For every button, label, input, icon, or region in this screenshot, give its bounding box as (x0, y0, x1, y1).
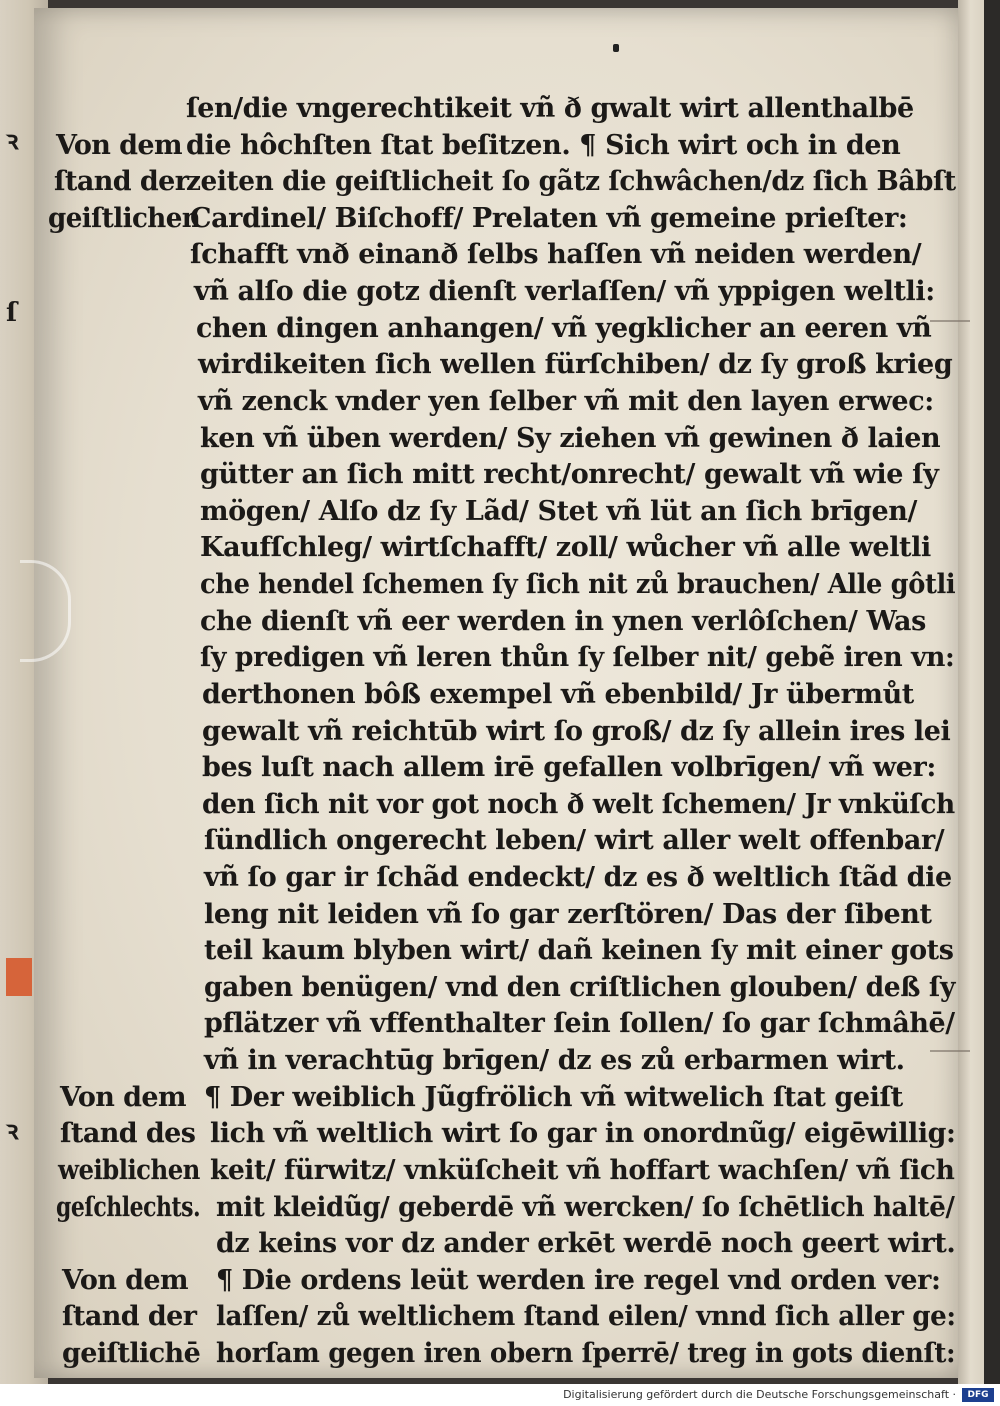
text-line: gewalt vñ reichtūb wirt ſo groß/ dz ſy allein ires lei (202, 715, 951, 747)
text-line: gaben benügen/ vnd den criſtlichen glouben/ deß ſy (204, 971, 956, 1003)
text-line: Cardinel/ Biſchoff/ Prelaten vñ gemeine prieſter: (190, 202, 908, 234)
binding-thread (930, 320, 970, 322)
margin-note: ſtand des (60, 1118, 196, 1150)
dfg-logo: DFG (962, 1388, 994, 1402)
text-line: keit/ fürwitz/ vnküſcheit vñ hoffart wachſen/ vñ ſich (210, 1154, 955, 1186)
text-line: pflätzer vñ vffenthalter ſein ſollen/ ſo gar ſchmâhē/ (204, 1008, 955, 1040)
text-line: vñ ſo gar ir ſchãd endeckt/ dz es ð weltlich ſtãd die (204, 861, 952, 893)
text-line: laſſen/ zů weltlichem ſtand eilen/ vnnd ſich aller ge: (216, 1301, 956, 1333)
text-line: ſen/die vngerechtikeit vñ ð gwalt wirt allenthalbē (186, 93, 914, 124)
text-line: dz keins vor dz ander erkēt werdē noch geert wirt. (216, 1228, 956, 1260)
text-line: mögen/ Alſo dz ſy Lãd/ Stet vñ lüt an ſich brīgen/ (200, 495, 917, 527)
text-line: zeiten die geiſtlicheit ſo gãtz ſchwâchen/dz ſich Bâbſt (186, 166, 956, 198)
binding-thread (930, 1050, 970, 1052)
text-line: ¶ Der weiblich Jũgfrölich vñ witwelich ſtat geiſt (204, 1081, 903, 1113)
edge-glyph: ſ (6, 298, 18, 328)
funding-credit: Digitalisierung gefördert durch die Deutsche Forschungsgemeinschaft · (563, 1388, 956, 1401)
margin-note: Von dem (60, 1081, 186, 1113)
text-line: lich vñ weltlich wirt ſo gar in onordnũg/ eigēwillig: (210, 1118, 956, 1150)
text-line: den ſich nit vor got noch ð welt ſchemen/ Jr vnküſch (202, 788, 955, 820)
text-line: mit kleidũg/ geberdē vñ wercken/ ſo ſchētlich haltē/ (216, 1191, 955, 1223)
margin-note: geiſtlichen (48, 202, 201, 234)
margin-note: Von dem (56, 129, 182, 161)
text-line: ſündlich ongerecht leben/ wirt aller welt offenbar/ (204, 825, 945, 857)
text-line: ſy predigen vñ leren thůn ſy ſelber nit/ gebẽ iren vn: (200, 642, 955, 674)
text-line: vñ zenck vnder yen ſelber vñ mit den layen erwec: (198, 385, 934, 417)
margin-note: Von dem (62, 1264, 188, 1296)
signature-mark (613, 44, 619, 52)
text-line: vñ in verachtūg brīgen/ dz es zů erbarmen wirt. (204, 1045, 905, 1077)
text-line: che hendel ſchemen ſy ſich nit zů brauchen/ Alle gôtli (200, 569, 956, 601)
text-line: bes luſt nach allem irē gefallen volbrīgen/ vñ wer: (202, 752, 936, 784)
text-line: teil kaum blyben wirt/ dañ keinen ſy mit einer gots (204, 935, 954, 967)
margin-note: geiſtlichē (62, 1338, 201, 1369)
text-line: che dienſt vñ eer werden in ynen verlôſchen/ Was (200, 605, 926, 637)
text-line: gütter an ſich mitt recht/onrecht/ gewalt vñ wie ſy (200, 459, 939, 491)
margin-note: weiblichen (58, 1154, 200, 1186)
margin-note: ſtand der (62, 1301, 197, 1333)
text-line: Kaufſchleg/ wirtſchafft/ zoll/ wůcher vñ alle weltli (200, 532, 931, 564)
text-line: horſam gegen iren obern ſperrē/ treg in gots dienſt: (216, 1338, 956, 1369)
text-line: die hôchſten ſtat beſitzen. ¶ Sich wirt och in den (186, 129, 901, 161)
margin-note: geſchlechts. (56, 1191, 201, 1223)
text-line: wirdikeiten ſich wellen fürſchiben/ dz ſy groß krieg (198, 349, 953, 381)
background-edge (984, 0, 1000, 1384)
text-line: vñ alſo die gotz dienſt verlaſſen/ vñ yppigen weltli: (194, 276, 935, 308)
footer-bar (0, 1384, 1000, 1406)
text-line: ¶ Die ordens leüt werden ire regel vnd orden ver: (216, 1264, 941, 1296)
edge-glyph: ꝛ (6, 126, 19, 156)
text-line: leng nit leiden vñ ſo gar zerſtören/ Das der ſibent (204, 898, 932, 930)
text-line: ſchafft vnð einanð ſelbs haſſen vñ neiden werden/ (190, 239, 922, 271)
text-line: ken vñ üben werden/ Sy ziehen vñ gewinen ð laien (200, 422, 941, 454)
margin-note: ſtand der (54, 166, 189, 198)
text-line: derthonen bôß exempel vñ ebenbild/ Jr übermůt (202, 678, 914, 710)
text-line: chen dingen anhangen/ vñ yegklicher an eeren vñ (196, 312, 932, 344)
color-tab-marker (6, 958, 32, 996)
edge-glyph: ꝛ (6, 1116, 19, 1146)
